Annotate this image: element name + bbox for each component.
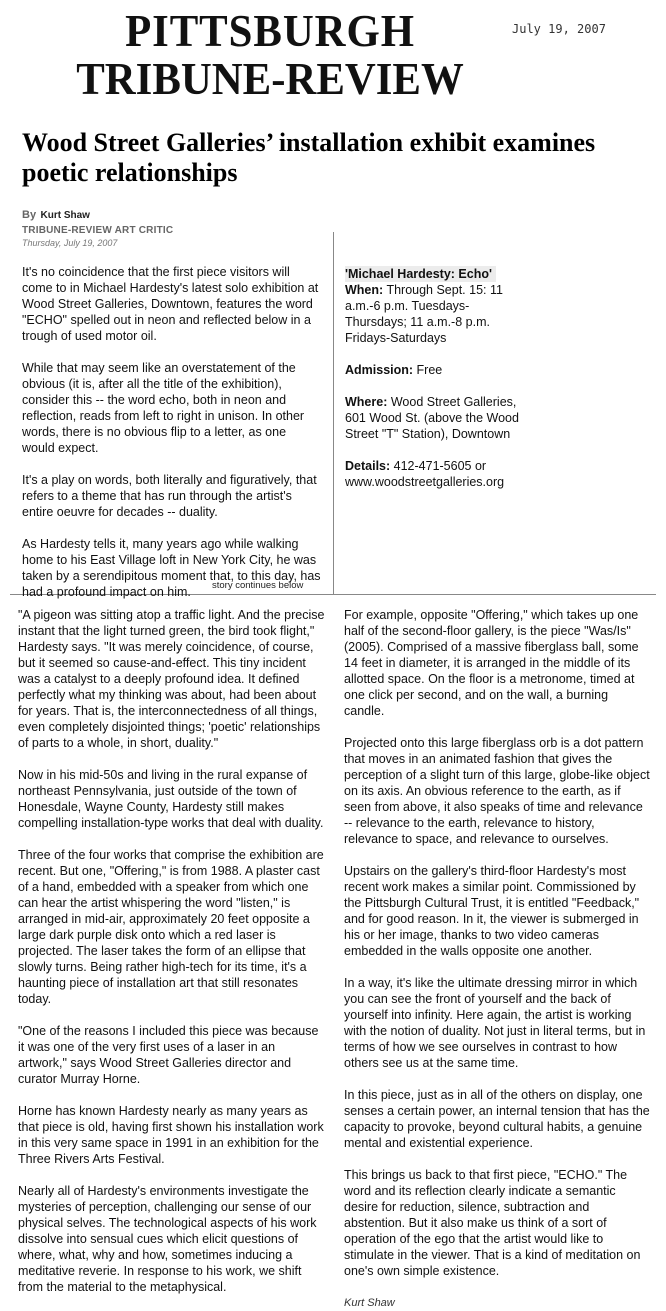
intro-paragraph: It's a play on words, both literally and figuratively, that refers to a theme that has run through the artist's entire oeuvre for decades -- duality. — [22, 473, 317, 519]
intro-paragraph: While that may seem like an overstatement of the obvious (it is, after all the title of the exhibition), consider this -- the word echo, both in neon and reflection, reads from left to right in unison. In other words, there is no obvious flip to a letter, as one would expect. — [22, 361, 305, 455]
byline-title: TRIBUNE-REVIEW ART CRITIC — [22, 225, 174, 236]
body-paragraph: For example, opposite "Offering," which takes up one half of the second-floor gallery, is the piece "Was/Is" (2005). Comprised of a massive fiberglass ball, some 14 feet in diameter, it is arranged in the middle of its allotted space. On the floor is a metronome, timed at one click per second, and on the wall, a burning candle. — [344, 608, 639, 718]
info-box-title: 'Michael Hardesty: Echo' — [345, 266, 496, 282]
body-paragraph: In a way, it's like the ultimate dressing mirror in which you can see the front of yourself and the back of yourself into infinity. Here again, the artist is working with the notion of duality. Not just in literal terms, but in terms of how we see ourselves in contrast to how others see us at the same time. — [344, 976, 646, 1070]
byline-date: Thursday, July 19, 2007 — [22, 238, 118, 248]
body-paragraph: "A pigeon was sitting atop a traffic light. And the precise instant that the light turned green, the bird took flight," Hardesty says. "It was merely coincidence, of course, but it seemed so cause-and-effect. This tiny incident was a catalyst to a deeply profound idea. It defined perfectly what my thinking was about, had been about for years. That is, the interconnectedness of all things, even completely disjointed things; 'poetic' relationships of parts to a whole, in short, duality." — [18, 608, 325, 750]
story-continues-note: story continues below — [212, 580, 304, 591]
admission-text: Free — [416, 363, 443, 377]
publication-date: July 19, 2007 — [512, 22, 606, 36]
when-text: Through Sept. 15: 11 a.m.-6 p.m. Tuesdays-Thursdays; 11 a.m.-8 p.m. Fridays-Saturdays — [345, 283, 503, 345]
body-paragraph: Upstairs on the gallery's third-floor Hardesty's most recent work makes a similar point. Commissioned by the Pittsburgh Cultural Trust, it is entitled "Feedback," and for good reason. In it, the viewer is submerged in his or her image, thanks to two video cameras embedded in the walls opposite one another. — [344, 864, 640, 958]
admission-label: Admission: — [345, 363, 414, 377]
byline — [22, 205, 173, 248]
body-paragraph: Projected onto this large fiberglass orb is a dot pattern that moves in an animated fashion that gives the perception of a slight turn of this large, globe-like object on its axis. An obvious reference to the earth, as if seen from above, it also speaks of time and relevance -- relevance to the earth, relevance to history, relevance to space, and relevance to ourselves. — [344, 736, 650, 846]
intro-paragraph: It's no coincidence that the first piece visitors will come to in Michael Hardesty's latest solo exhibition at Wood Street Galleries, Downtown, features the word "ECHO" spelled out in neon and reflected below in a trough of used motor oil. — [22, 265, 319, 343]
body-paragraph: In this piece, just as in all of the others on display, one senses a certain power, an internal tension that has the capacity to provoke, beyond cultural habits, a genuine mental and existential experience. — [344, 1088, 650, 1150]
body-column-left — [18, 607, 326, 1311]
intro-column — [22, 264, 322, 616]
details-label: Details: — [345, 459, 391, 473]
info-box — [345, 266, 525, 506]
byline-by: By — [22, 209, 37, 221]
body-paragraph: Horne has known Hardesty nearly as many years as that piece is old, having first shown his installation work in this very same space in 1991 in an exhibition for the Three Rivers Arts Festival. — [18, 1104, 324, 1166]
body-paragraph: Now in his mid-50s and living in the rural expanse of northeast Pennsylvania, just outside of the town of Honesdale, Wayne County, Hardesty still makes compelling installation-type works that deal with duality. — [18, 768, 324, 830]
author-signature: Kurt Shaw — [344, 1297, 395, 1309]
intro-paragraph: As Hardesty tells it, many years ago while walking home to his East Village loft in New York City, he was taken by a serendipitous moment that, to this day, has had a profound impact on him. — [22, 537, 321, 599]
article-headline: Wood Street Galleries’ installation exhibit examines poetic relationships — [22, 128, 596, 187]
body-column-right — [344, 607, 650, 1311]
masthead-line-2: TRIBUNE-REVIEW — [76, 53, 464, 104]
body-paragraph: "One of the reasons I included this piece was because it was one of the very first uses of a laser in an artwork," says Wood Street Galleries director and curator Murray Horne. — [18, 1024, 319, 1086]
byline-author: Kurt Shaw — [40, 210, 90, 221]
when-label: When: — [345, 283, 384, 297]
masthead-logo — [30, 5, 510, 104]
body-paragraph: Three of the four works that comprise the exhibition are recent. But one, "Offering," is from 1988. A plaster cast of a hand, embedded with a speaker from which one can hear the artist whispering the word "listen," is arranged in mid-air, approximately 20 feet opposite a large dark purple disk onto which a red laser is projected. The laser takes the form of an ellipse that slowly turns. Being rather high-tech for its time, it's a haunting piece of installation art that still resonates today. — [18, 848, 324, 1006]
where-text: Wood Street Galleries, 601 Wood St. (above the Wood Street "T" Station), Downtown — [345, 395, 519, 441]
masthead-line-1: PITTSBURGH — [125, 5, 415, 56]
details-text: 412-471-5605 or www.woodstreetgalleries.org — [345, 459, 505, 489]
where-label: Where: — [345, 395, 388, 409]
column-divider-vertical — [333, 232, 334, 594]
body-paragraph: Nearly all of Hardesty's environments investigate the mysteries of perception, challenging our sense of our physical selves. The technological aspects of his work dissolve into sensual cues which elicit questions of where, what, why and how, sometimes inducing a meditative reverie. In response to his work, we shift from the material to the metaphysical. — [18, 1184, 317, 1294]
body-paragraph: This brings us back to that first piece, "ECHO." The word and its reflection clearly indicate a semantic desire for reduction, silence, subtraction and abstention. But it also make us think of a sort of operation of the ego that the artist would like to stimulate in the viewer. That is a kind of meditation on one's own simple existence. — [344, 1168, 641, 1278]
